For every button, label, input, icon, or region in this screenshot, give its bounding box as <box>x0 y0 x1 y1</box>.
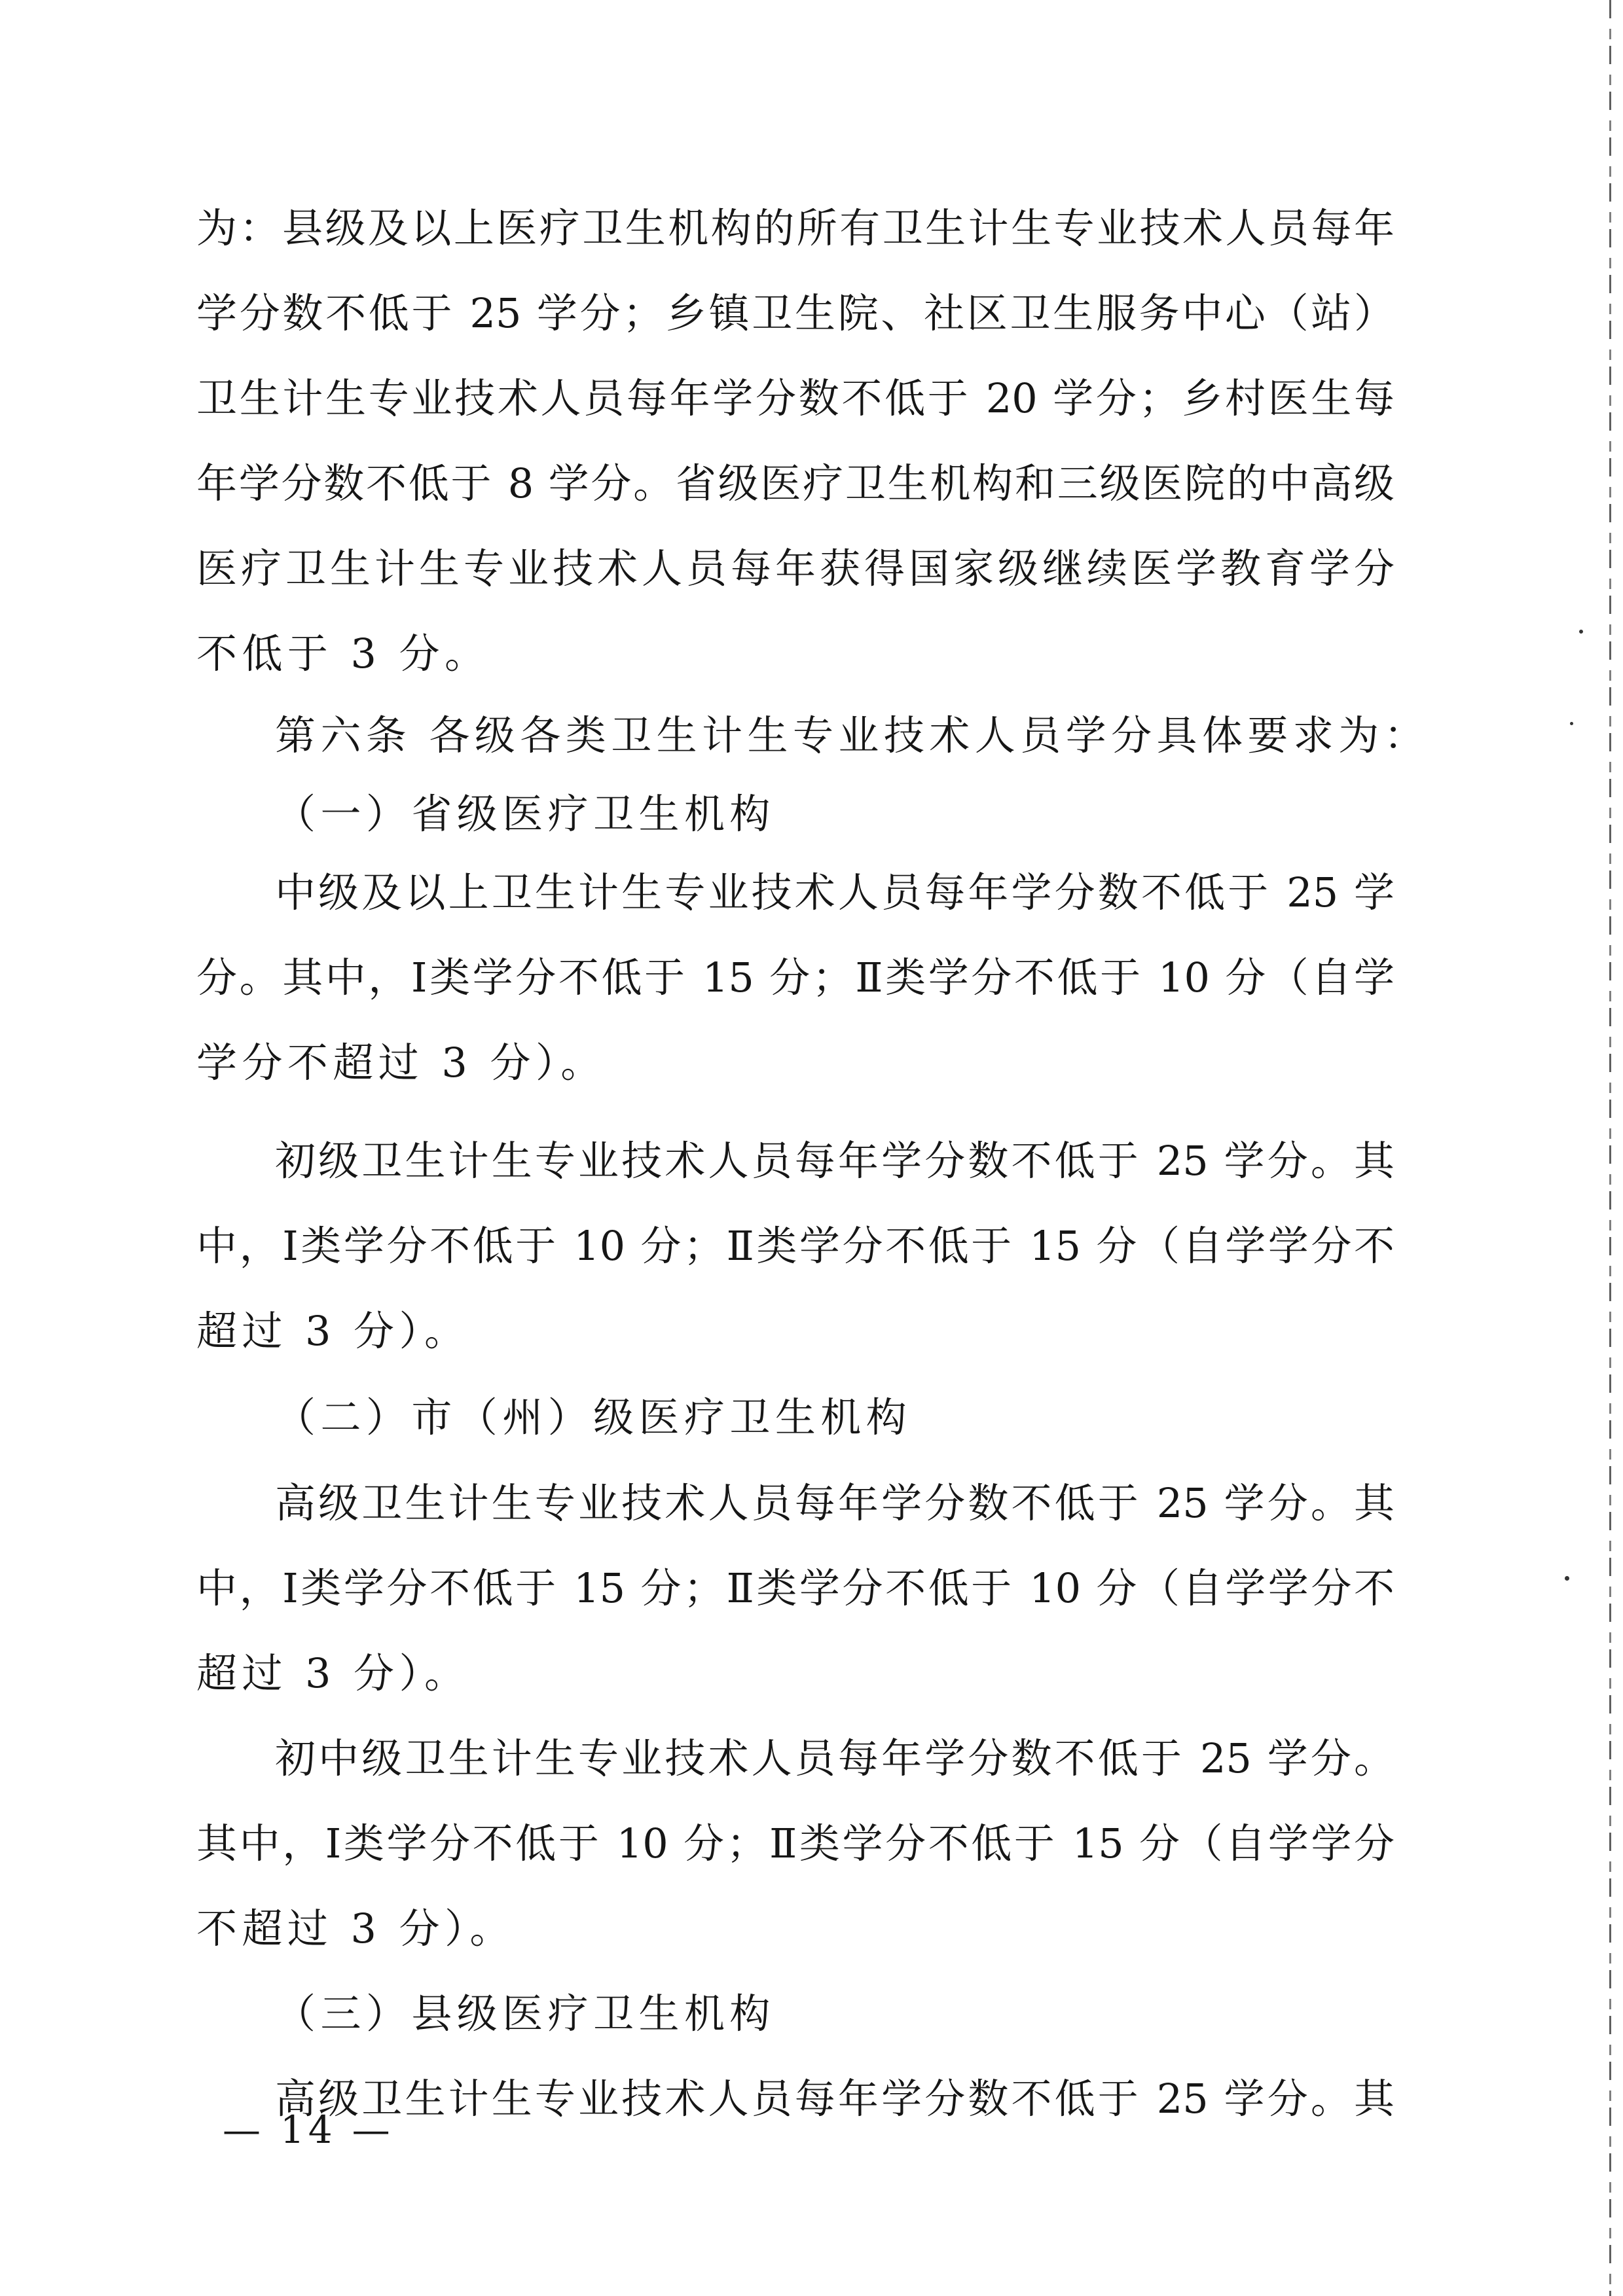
body-line: 学分不超过 3 分）。 <box>196 1039 606 1086</box>
body-line: 学分数不低于 25 学分；乡镇卫生院、社区卫生服务中心（站） <box>196 289 1395 337</box>
body-line: 医疗卫生计生专业技术人员每年获得国家级继续医学教育学分 <box>196 545 1395 592</box>
body-line: 中，Ⅰ类学分不低于 15 分；Ⅱ类学分不低于 10 分（自学学分不 <box>196 1564 1395 1612</box>
body-line: 高级卫生计生专业技术人员每年学分数不低于 25 学分。其 <box>275 1479 1395 1527</box>
body-line: 卫生计生专业技术人员每年学分数不低于 20 学分；乡村医生每 <box>196 374 1395 422</box>
body-line: 为：县级及以上医疗卫生机构的所有卫生计生专业技术人员每年 <box>196 204 1395 252</box>
body-line: 超过 3 分）。 <box>196 1307 470 1355</box>
body-line: 不低于 3 分。 <box>196 630 490 677</box>
body-line: 初中级卫生计生专业技术人员每年学分数不低于 25 学分。 <box>275 1734 1395 1782</box>
page-number: — 14 — <box>223 2108 394 2152</box>
body-line: 不超过 3 分）。 <box>196 1905 515 1952</box>
section-heading: （三）县级医疗卫生机构 <box>275 1990 775 2037</box>
body-line: 初级卫生计生专业技术人员每年学分数不低于 25 学分。其 <box>275 1137 1395 1185</box>
body-line: 分。其中，Ⅰ类学分不低于 15 分；Ⅱ类学分不低于 10 分（自学 <box>196 954 1395 1001</box>
body-line: 年学分数不低于 8 学分。省级医疗卫生机构和三级医院的中高级 <box>196 459 1395 507</box>
article-heading: 第六条 各级各类卫生计生专业技术人员学分具体要求为： <box>275 711 1430 759</box>
section-heading: （二）市（州）级医疗卫生机构 <box>275 1393 912 1441</box>
body-line: 中，Ⅰ类学分不低于 10 分；Ⅱ类学分不低于 15 分（自学学分不 <box>196 1222 1395 1270</box>
body-line: 其中，Ⅰ类学分不低于 10 分；Ⅱ类学分不低于 15 分（自学学分 <box>196 1820 1395 1867</box>
body-line: 超过 3 分）。 <box>196 1649 470 1697</box>
scan-speck <box>1570 722 1573 725</box>
scan-speck <box>1579 630 1583 634</box>
section-heading: （一）省级医疗卫生机构 <box>275 790 775 838</box>
scan-edge-mark <box>1609 0 1611 2296</box>
body-line: 中级及以上卫生计生专业技术人员每年学分数不低于 25 学 <box>275 869 1395 916</box>
body-line: 高级卫生计生专业技术人员每年学分数不低于 25 学分。其 <box>275 2075 1395 2123</box>
scan-speck <box>1565 1576 1569 1581</box>
